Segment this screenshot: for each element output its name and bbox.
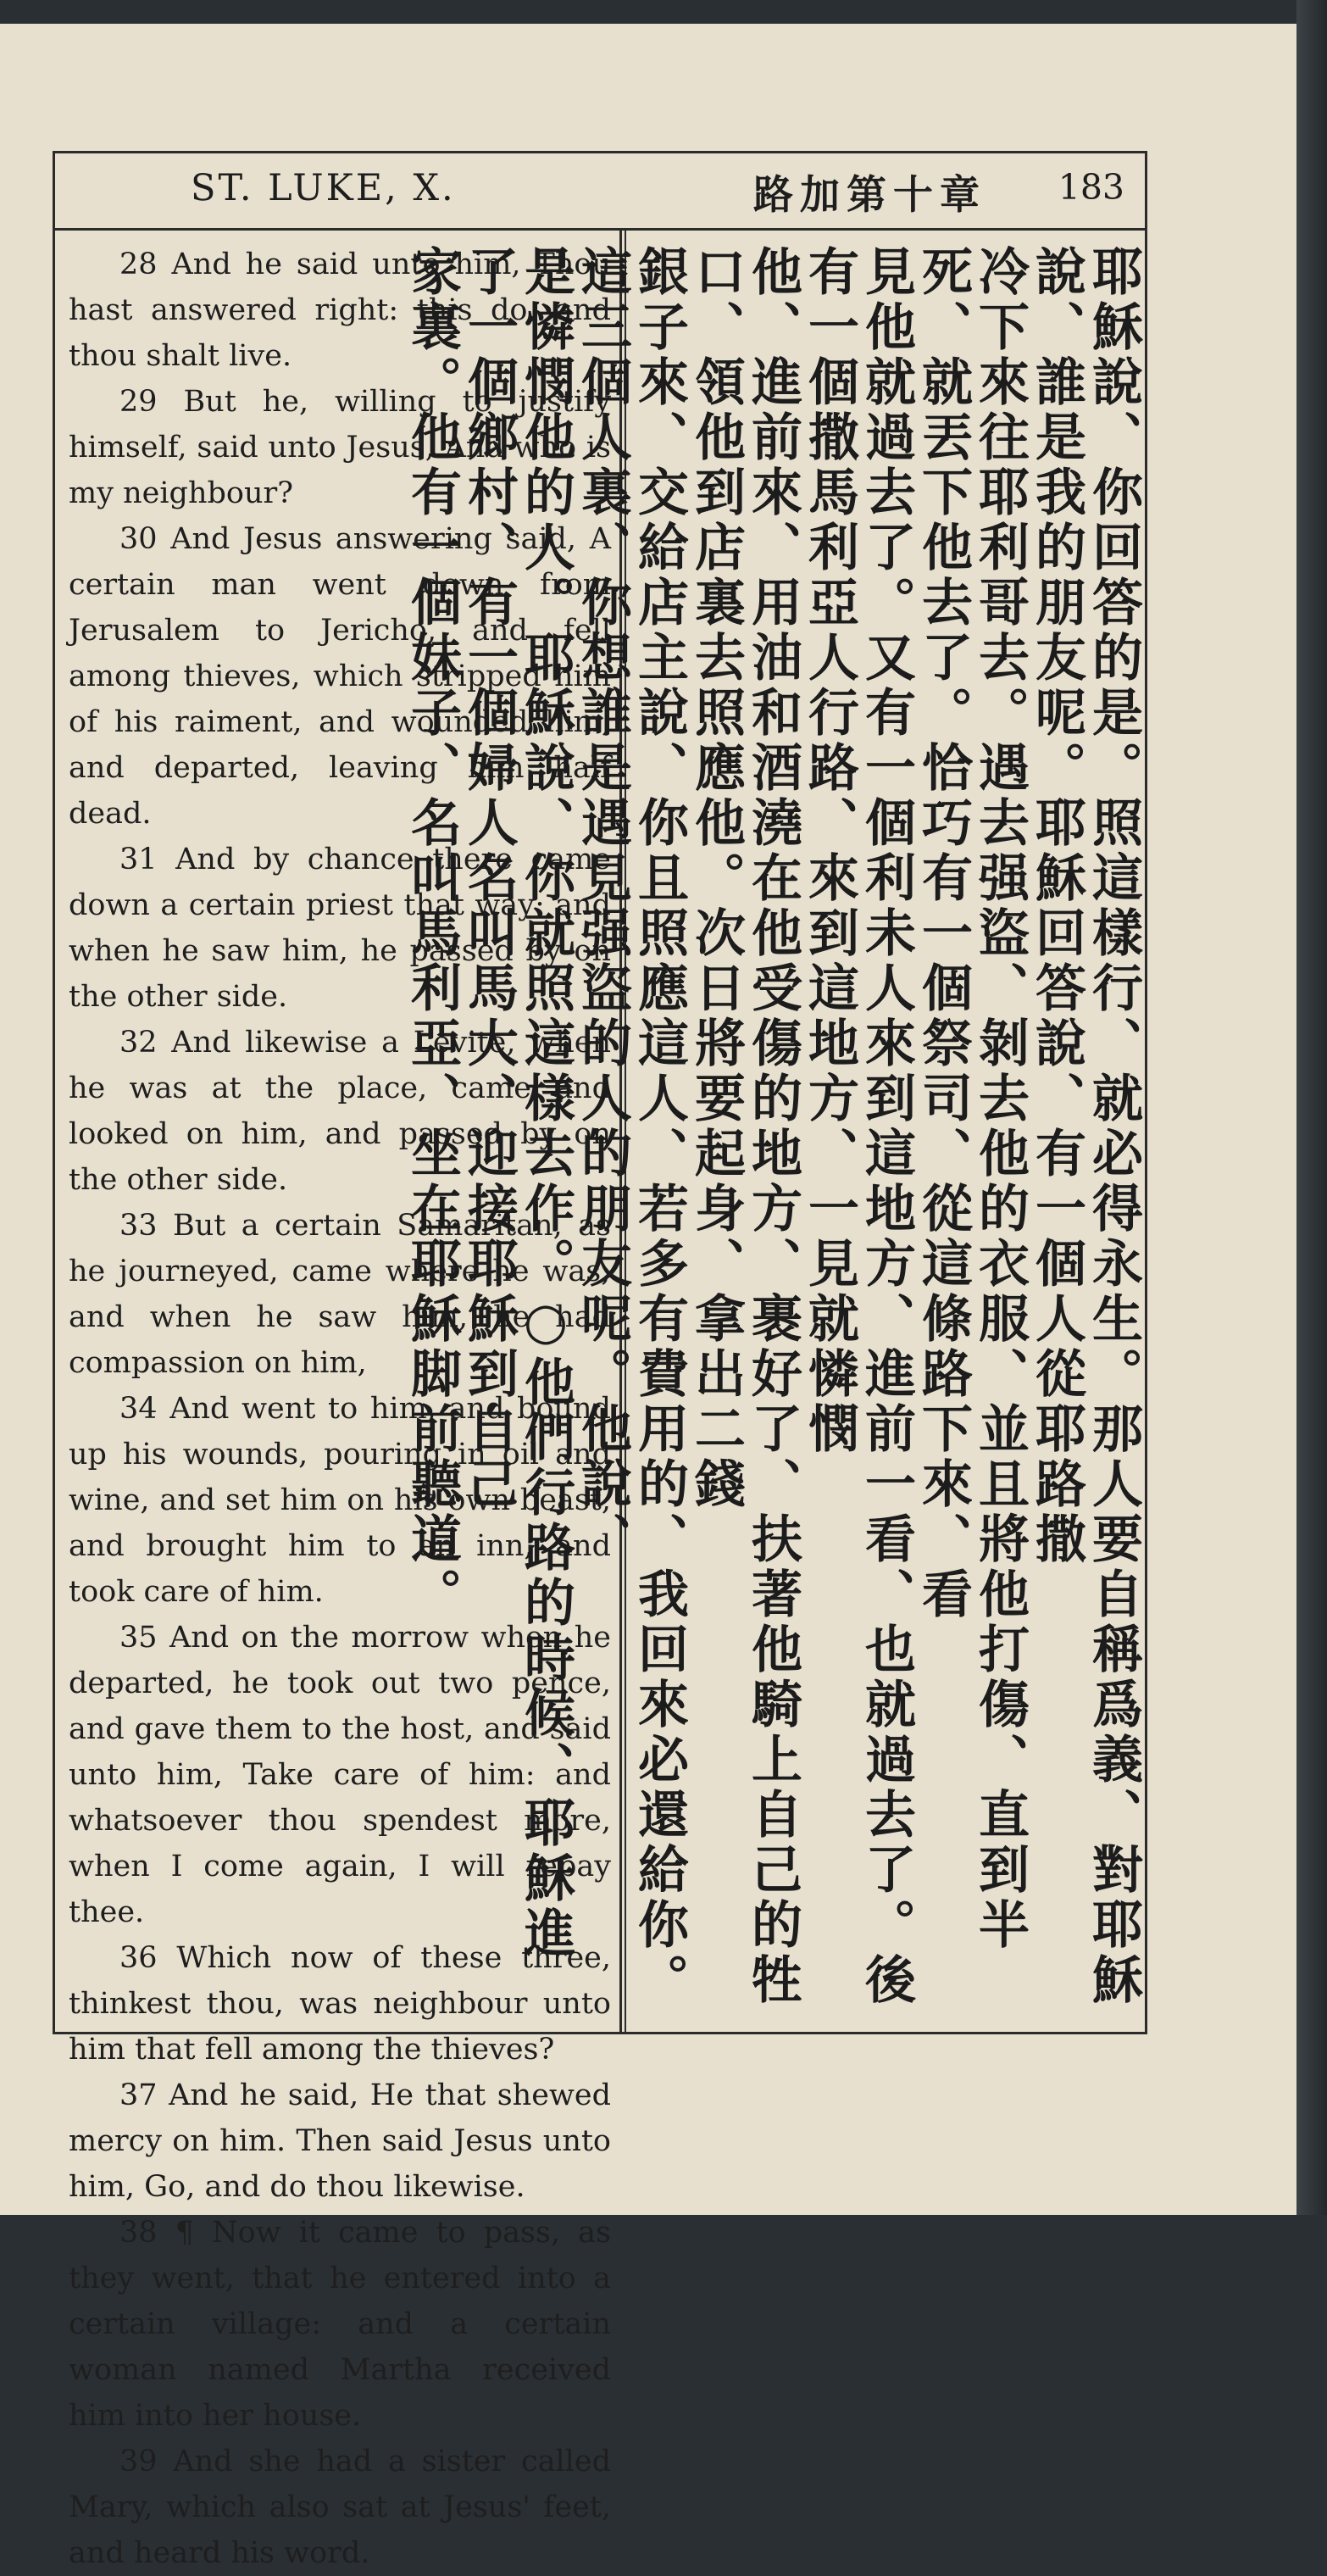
verse-30: 30 And Jesus answering said, A certain man went down from Jerusalem to Jericho, and fell among thieves, which stripped him of his raiment, and wounded him, and departed, leaving him half dead. [69, 522, 611, 831]
verse-35: 35 And on the morrow when he departed, he took out two pence, and gave them to the host, and said unto him, Take care of him: and whatsoever thou spendest more, when I come again, I will repay thee. [69, 1621, 611, 1929]
chinese-column-3: 見他就過去了。又有一個利未人來到這地方、進前一看、也就過去了。後有一個撒馬利亞人行路、來到這地方、一見就憐憫 [800, 245, 916, 2008]
chinese-column-2: 冷下來往耶利哥去。遇去强盜、剝去他的衣服、並且將他打傷、直到半死、就丟下他去了。恰巧有一個祭司、從這條路下來、看 [913, 245, 1030, 1953]
book-binding [1296, 0, 1327, 2215]
verse-36: 36 Which now of these three, thinkest thou, was neighbour unto him that fell among the thieves? [69, 1941, 611, 2067]
chinese-column-7: 家裏。他有一個妹子、名叫馬利亞、坐在耶穌脚前聽道。 [403, 245, 462, 1622]
chinese-column-6: 是憐憫他的人。耶穌說、你就照這樣去作。○他們行路的時候、耶穌進了一個鄉村、有一個婦人名叫馬大、迎接耶穌到自己 [459, 245, 575, 1961]
page-frame [53, 151, 1147, 2570]
verse-28: 28 And he said unto him, Thou hast answered right: this do, and thou shalt live. [69, 248, 611, 373]
verse-38: 38 ¶ Now it came to pass, as they went, that he entered into a certain village: and a certain woman named Martha received him into her house. [69, 2216, 611, 2433]
verse-32: 32 And likewise a Levite, when he was at the place, came and looked on him, and passed by on the other side. [69, 1026, 611, 1197]
verse-34: 34 And went to him, and bound up his wounds, pouring in oil and wine, and set him on his own beast, and brought him to an inn, and took care of him. [69, 1392, 611, 1609]
verse-31: 31 And by chance there came down a certain priest that way; and when he saw him, he passed by on the other side. [69, 843, 611, 1014]
verse-39: 39 And she had a sister called Mary, which also sat at Jesus' feet, and heard his word. [69, 2445, 611, 2570]
page-number: 183 [1058, 167, 1124, 208]
verse-37: 37 And he said, He that shewed mercy on him. Then said Jesus unto him, Go, and do thou likewise. [69, 2078, 611, 2204]
verse-33: 33 But a certain Samaritan, as he journeyed, came where he was; and when he saw him, he had compassion on him, [69, 1209, 611, 1380]
running-header [55, 153, 1145, 231]
chinese-text-column [403, 245, 1143, 2008]
header-book-title: ST. LUKE, X. [191, 167, 456, 209]
chinese-column-5: 銀子來、交給店主說、你且照應這人、若多有費用的、我回來必還給你。這三個人裏、你想誰是遇見强盜的人的朋友呢。他說、 [573, 245, 689, 2008]
verse-29: 29 But he, willing to justify himself, said unto Jesus, And who is my neighbour? [69, 385, 611, 510]
chinese-column-4: 他、進前來、用油和酒澆在他受傷的地方、裹好了、扶著他騎上自己的牲口、領他到店裏去照應他。次日將要起身、拿出二錢 [686, 245, 802, 2008]
chinese-column-1: 耶穌說、你回答的是。照這樣行、就必得永生。那人要自稱爲義、對耶穌說、誰是我的朋友呢。耶穌回答說、有一個人從耶路撒 [1027, 245, 1143, 2008]
header-chinese-title: 路加第十章 [753, 172, 986, 219]
